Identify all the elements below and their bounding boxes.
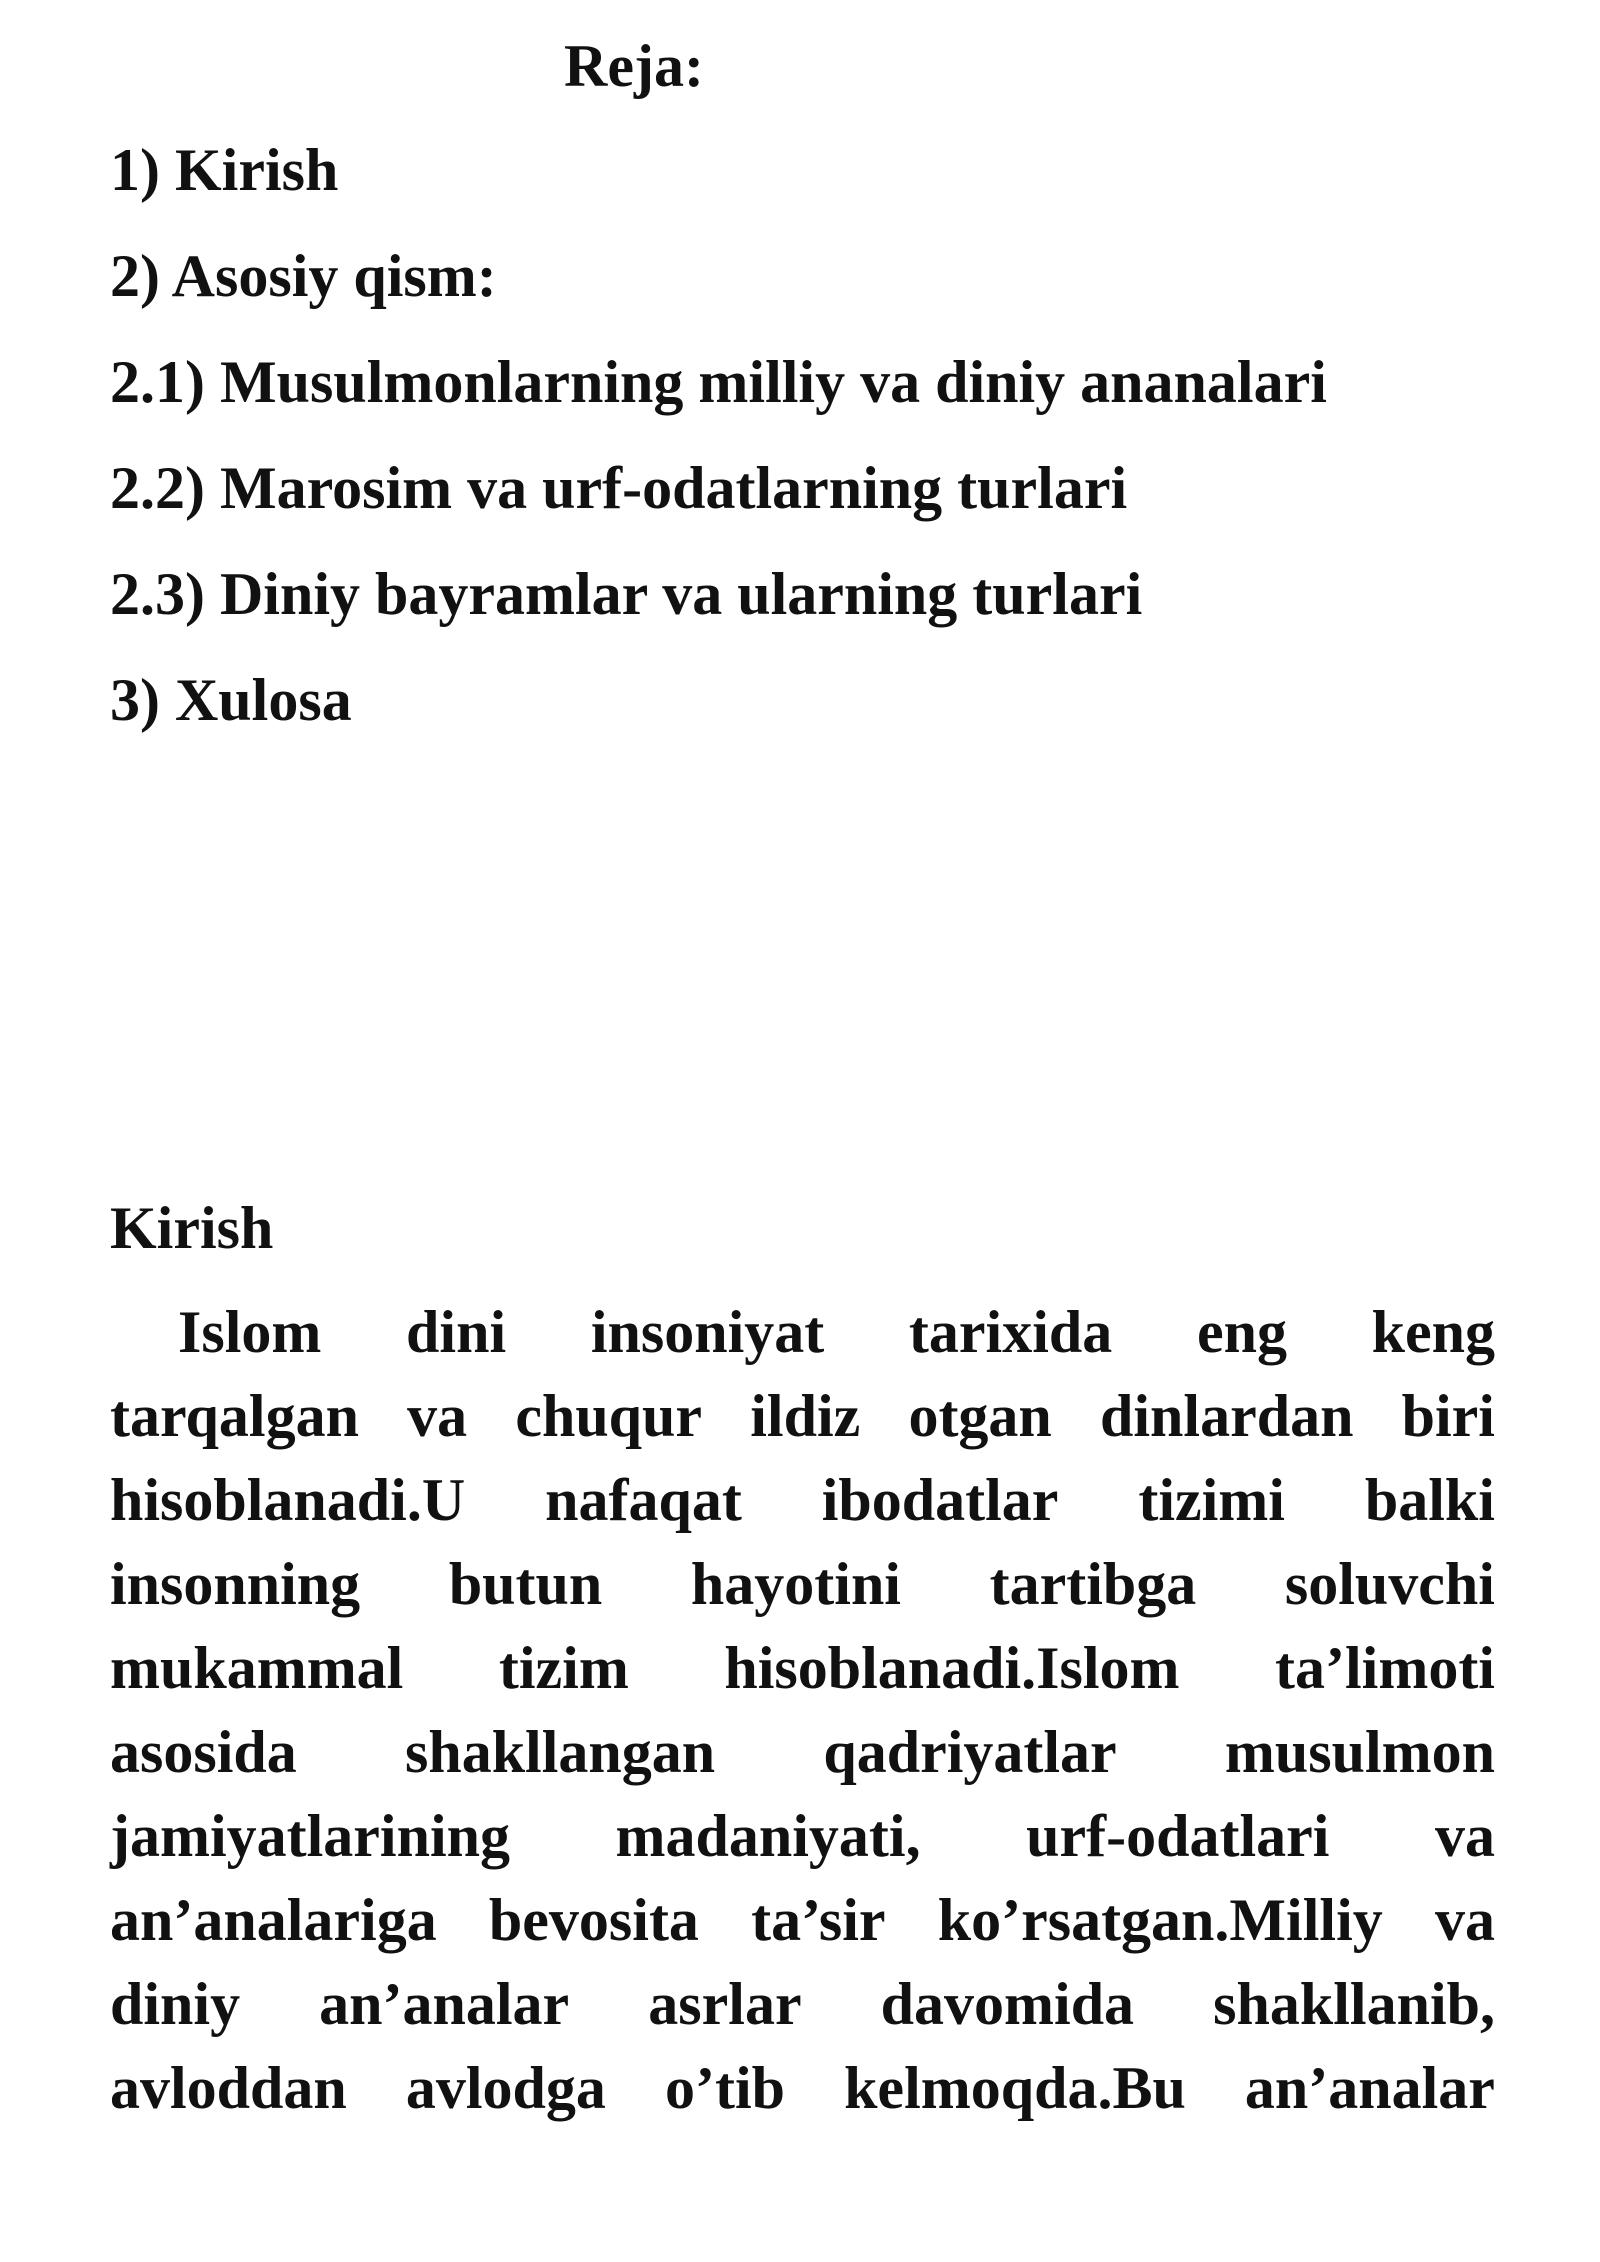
word: otgan <box>908 1383 1052 1449</box>
word: mukammal <box>110 1635 404 1701</box>
plan-title: Reja: <box>564 33 704 99</box>
word: asrlar <box>648 1971 802 2037</box>
word: butun <box>448 1551 603 1617</box>
paragraph-line <box>110 1458 1495 1542</box>
word: va <box>407 1383 468 1449</box>
word: chuqur <box>515 1383 703 1449</box>
word: tarixida <box>908 1299 1113 1365</box>
word: jamiyatlarining <box>110 1803 510 1869</box>
plan-item: 1) Kirish <box>110 137 339 203</box>
word: madaniyati, <box>615 1803 921 1869</box>
word: kelmoqda.Bu <box>844 2055 1186 2121</box>
intro-heading: Kirish <box>110 1195 274 1261</box>
paragraph-line <box>110 1374 1495 1458</box>
word: shakllangan <box>404 1719 716 1785</box>
plan-item: 2.2) Marosim va urf-odatlarning turlari <box>110 455 1128 521</box>
word: hisoblanadi.Islom <box>724 1635 1180 1701</box>
word: an’analar <box>319 1971 570 2037</box>
word: tizimi <box>1138 1467 1285 1533</box>
word: davomida <box>880 1971 1135 2037</box>
plan-item: 2.1) Musulmonlarning milliy va diniy ananalari <box>110 349 1327 415</box>
word: ko’rsatgan.Milliy <box>937 1887 1383 1953</box>
word: insonning <box>110 1551 361 1617</box>
word: dini <box>406 1299 507 1365</box>
plan-item: 2) Asosiy qism: <box>110 243 497 309</box>
word: shakllanib, <box>1213 1971 1495 2037</box>
paragraph-line <box>110 1878 1495 1962</box>
word: tizim <box>498 1635 629 1701</box>
paragraph-line <box>110 1542 1495 1626</box>
word: dinlardan <box>1100 1383 1354 1449</box>
paragraph-line <box>110 1794 1495 1878</box>
word: avlodga <box>405 2055 606 2121</box>
plan-item: 2.3) Diniy bayramlar va ularning turlari <box>110 561 1143 627</box>
paragraph-line <box>110 2046 1495 2130</box>
word: urf-odatlari <box>1026 1803 1330 1869</box>
plan-list <box>110 130 1327 766</box>
paragraph-line <box>110 1290 1495 1374</box>
word: insoniyat <box>590 1299 825 1365</box>
paragraph-line <box>110 1962 1495 2046</box>
word: tarqalgan <box>110 1383 359 1449</box>
word: ta’sir <box>751 1887 886 1953</box>
word: bevosita <box>488 1887 699 1953</box>
word: o’tib <box>664 2055 785 2121</box>
word: tartibga <box>989 1551 1197 1617</box>
word: balki <box>1364 1467 1495 1533</box>
word: hisoblanadi.U <box>110 1467 466 1533</box>
paragraph-line <box>110 1626 1495 1710</box>
word: ibodatlar <box>821 1467 1059 1533</box>
plan-item: 3) Xulosa <box>110 667 352 733</box>
word: hayotini <box>690 1551 901 1617</box>
word: diniy <box>110 1971 241 2037</box>
word: va <box>1434 1803 1495 1869</box>
word: an’analar <box>1244 2055 1495 2121</box>
word: soluvchi <box>1284 1551 1495 1617</box>
word: ildiz <box>750 1383 861 1449</box>
word: Islom <box>178 1299 322 1365</box>
word: an’analariga <box>110 1887 437 1953</box>
word: asosida <box>110 1719 297 1785</box>
word: nafaqat <box>545 1467 742 1533</box>
word: avloddan <box>110 2055 347 2121</box>
intro-paragraph <box>110 1290 1495 2130</box>
word: biri <box>1401 1383 1495 1449</box>
word: musulmon <box>1224 1719 1495 1785</box>
paragraph-line <box>110 1710 1495 1794</box>
word: ta’limoti <box>1275 1635 1495 1701</box>
word: eng <box>1196 1299 1287 1365</box>
word: keng <box>1371 1299 1495 1365</box>
word: qadriyatlar <box>823 1719 1117 1785</box>
word: va <box>1434 1887 1495 1953</box>
